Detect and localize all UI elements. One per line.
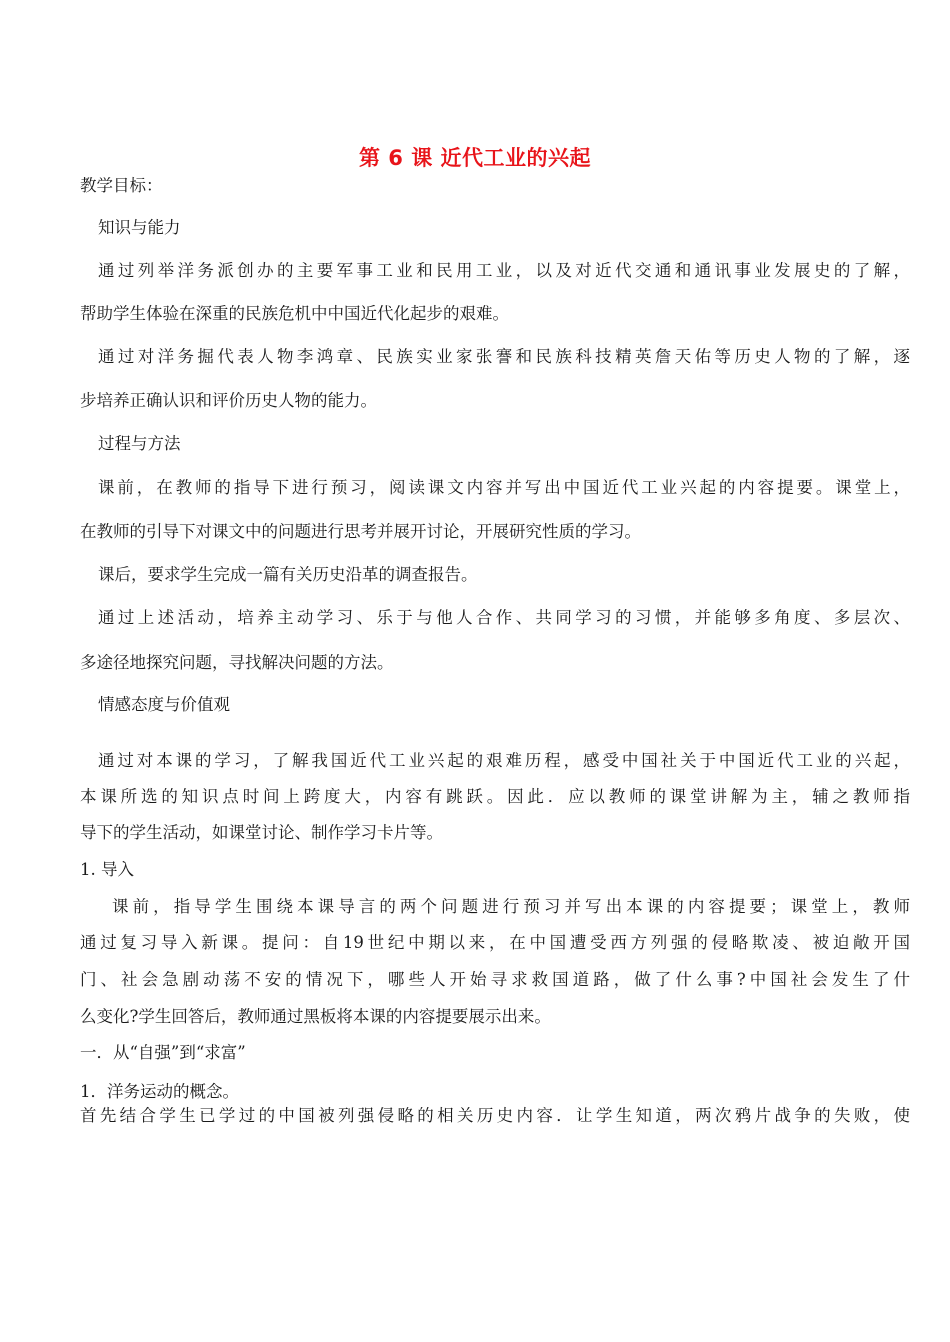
paragraph-line: 步培养正确认识和评价历史人物的能力。 bbox=[80, 391, 377, 410]
subsection-heading: 1．洋务运动的概念。 bbox=[80, 1082, 239, 1101]
section-heading-intro: 1. 导入 bbox=[80, 860, 134, 879]
paragraph-line: 通过列举洋务派创办的主要军事工业和民用工业，以及对近代交通和通讯事业发展史的了解， bbox=[98, 261, 910, 280]
paragraph-line: 多途径地探究问题，寻找解决问题的方法。 bbox=[80, 653, 394, 672]
subheading-knowledge-ability: 知识与能力 bbox=[98, 218, 181, 237]
paragraph-line: 帮助学生体验在深重的民族危机中中国近代化起步的艰难。 bbox=[80, 304, 509, 323]
paragraph-line: 通过上述活动，培养主动学习、乐于与他人合作、共同学习的习惯，并能够多角度、多层次、 bbox=[98, 608, 910, 627]
subheading-emotion-values: 情感态度与价值观 bbox=[98, 695, 230, 714]
paragraph-line: 在教师的引导下对课文中的问题进行思考并展开讨论，开展研究性质的学习。 bbox=[80, 522, 641, 541]
paragraph-line: 通过对本课的学习，了解我国近代工业兴起的艰难历程，感受中国社关于中国近代工业的兴起， bbox=[98, 751, 910, 770]
subheading-process-method: 过程与方法 bbox=[98, 434, 181, 453]
paragraph-line: 首先结合学生已学过的中国被列强侵略的相关历史内容．让学生知道，两次鸦片战争的失败，使 bbox=[80, 1106, 910, 1125]
lesson-title: 第 6 课 近代工业的兴起 bbox=[358, 146, 592, 170]
paragraph-line: 课前，在教师的指导下进行预习，阅读课文内容并写出中国近代工业兴起的内容提要。课堂上， bbox=[98, 478, 910, 497]
paragraph-line: 本课所选的知识点时间上跨度大，内容有跳跃。因此．应以教师的课堂讲解为主，辅之教师指 bbox=[80, 787, 910, 806]
paragraph-line: 课前，指导学生围绕本课导言的两个问题进行预习并写出本课的内容提要；课堂上，教师 bbox=[112, 897, 910, 916]
section-heading-teaching-goals: 教学目标： bbox=[80, 176, 163, 195]
paragraph-line: 门、社会急剧动荡不安的情况下，哪些人开始寻求救国道路，做了什么事?中国社会发生了什 bbox=[80, 970, 910, 989]
paragraph-line: 么变化?学生回答后，教师通过黑板将本课的内容提要展示出来。 bbox=[80, 1007, 551, 1026]
paragraph-line: 通过对洋务掘代表人物李鸿章、民族实业家张謇和民族科技精英詹天佑等历史人物的了解，逐 bbox=[98, 347, 910, 366]
paragraph-line: 课后，要求学生完成一篇有关历史沿革的调查报告。 bbox=[98, 565, 478, 584]
section-heading-self-strengthening: 一．从“自强”到“求富” bbox=[80, 1043, 246, 1062]
paragraph-line: 导下的学生活动，如课堂讨论、制作学习卡片等。 bbox=[80, 823, 443, 842]
paragraph-line: 通过复习导入新课。提问：自19世纪中期以来，在中国遭受西方列强的侵略欺凌、被迫敞开国 bbox=[80, 933, 910, 952]
